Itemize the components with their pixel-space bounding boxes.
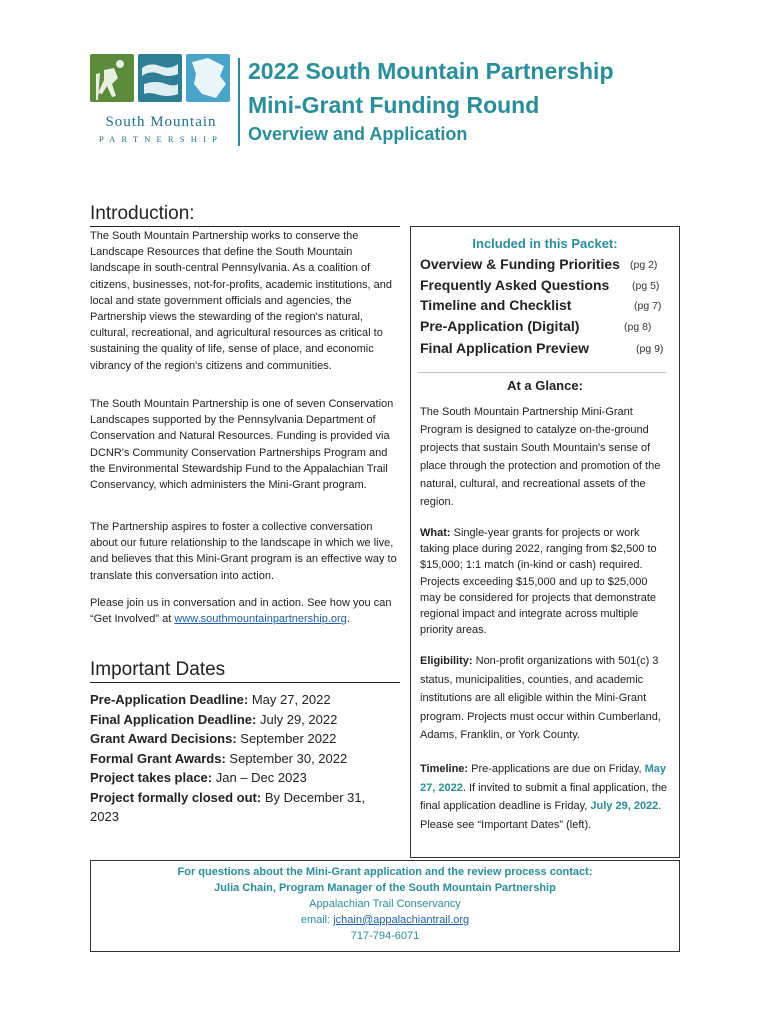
packet-item-label: Frequently Asked Questions — [420, 277, 610, 293]
date-label: Pre-Application Deadline: — [90, 692, 249, 707]
packet-item-pre-application — [420, 318, 670, 336]
packet-item-page: (pg 2) — [630, 259, 658, 271]
date-item — [90, 729, 390, 749]
glance-heading: At a Glance: — [507, 378, 583, 393]
important-dates-heading: Important Dates — [90, 659, 400, 683]
date-value: Jan – Dec 2023 — [212, 770, 307, 785]
glance-eligibility — [420, 652, 670, 745]
packet-item-overview — [420, 256, 670, 274]
packet-item-faq — [420, 277, 670, 295]
timeline-label: Timeline: — [420, 763, 469, 775]
glance-divider — [418, 372, 666, 373]
page-subtitle: Overview and Application — [248, 124, 468, 144]
logo-subtitle: PARTNERSHIP — [98, 134, 224, 144]
join-end: . — [346, 613, 350, 626]
packet-heading: Included in this Packet: — [472, 236, 618, 251]
date-label: Project formally closed out: — [90, 789, 262, 805]
partnership-logo — [88, 54, 234, 146]
glance-intro: The South Mountain Partnership Mini-Grant Program is designed to catalyze on-the-ground projects that sustain South Mountain's sense of place through the protection and promotion of the natural, cultural, and recreational assets of the region. — [420, 406, 661, 508]
introduction-heading: Introduction: — [90, 203, 400, 227]
packet-item-page: (pg 7) — [634, 300, 662, 312]
contact-person: Julia Chain, Program Manager of the South Mountain Partnership — [214, 882, 556, 894]
date-item — [90, 710, 390, 730]
logo-tiles-icon — [90, 54, 230, 104]
date-value: By December 31, 2023 — [90, 789, 366, 824]
date-item — [90, 749, 390, 769]
website-link[interactable]: www.southmountainpartnership.org — [174, 613, 347, 626]
contact-phone: 717-794-6071 — [350, 930, 420, 942]
date-value: July 29, 2022 — [256, 711, 338, 727]
timeline-date-1: May 27, 2022 — [420, 763, 666, 794]
date-item — [90, 788, 390, 827]
logo-name: South Mountain — [105, 114, 217, 130]
date-value: September 30, 2022 — [225, 750, 348, 766]
date-value: September 2022 — [236, 731, 337, 746]
intro-paragraph-4 — [90, 595, 400, 627]
eligibility-label: Eligibility: — [420, 655, 473, 667]
intro-paragraph-1: The South Mountain Partnership works to conserve the Landscape Resources that define the South Mountain landscape in south-central Pennsylvania. As a coalition of citizens, businesses, not-for-profits, academic institutions, and local and state government officials and agencies, the Partnership views the stewarding of the region's natural, cultural, recreational, and agricultural resources as critical to sustaining the quality of life, sense of place, and economic vibrancy of the region's citizens and communities. — [90, 230, 393, 372]
header-divider — [238, 58, 240, 146]
glance-timeline — [420, 760, 670, 834]
packet-item-timeline — [420, 297, 670, 315]
timeline-text-3: . Please see “Important Dates” (left). — [420, 800, 662, 831]
packet-item-label: Final Application Preview — [420, 340, 590, 356]
page-title-line-2: Mini-Grant Funding Round — [248, 92, 540, 118]
intro-paragraph-3: The Partnership aspires to foster a collective conversation about our future relationship to the landscape in which we live, and believes that this Mini-Grant program is an effective way to translate this conversation into action. — [90, 521, 397, 582]
contact-organization: Appalachian Trail Conservancy — [309, 898, 461, 910]
packet-item-page: (pg 5) — [632, 280, 660, 292]
timeline-text-1: Pre-applications are due on Friday, — [468, 763, 645, 775]
packet-item-label: Pre-Application (Digital) — [420, 318, 580, 334]
date-label: Grant Award Decisions: — [90, 731, 237, 746]
intro-paragraph-2: The South Mountain Partnership is one of seven Conservation Landscapes supported by the Pennsylvania Department of Conservation and Natural Resources. Funding is provided via DCNR's Community Conservation Partnerships Program and the Environmental Stewardship Fund to the Appalachian Trail Conservancy, which administers the Mini-Grant program. — [90, 398, 394, 492]
join-text: Please join us in conversation and in action. See how you can “Get Involved” at — [90, 597, 392, 626]
packet-item-label: Overview & Funding Priorities — [420, 256, 620, 272]
date-item — [90, 768, 390, 788]
email-link[interactable]: jchain@appalachiantrail.org — [333, 914, 470, 926]
date-label: Final Application Deadline: — [90, 711, 257, 727]
contact-email-line — [90, 914, 680, 926]
packet-item-final-application — [420, 340, 670, 358]
contact-intro: For questions about the Mini-Grant application and the review process contact: — [177, 866, 593, 878]
what-label: What: — [420, 527, 451, 539]
glance-what — [420, 525, 670, 638]
important-dates-list — [90, 690, 390, 827]
packet-item-page: (pg 9) — [636, 343, 664, 355]
date-label: Project takes place: — [90, 770, 213, 785]
what-text: Single-year grants for projects or work taking place during 2022, ranging from $2,500 to $15,000; 1:1 match (in-kind or cash) required. Projects exceeding $15,000 and up to $25,000 may be considered for projects that demonstrate regional impact and integrate across multiple priority areas. — [420, 527, 657, 637]
eligibility-text: Non-profit organizations with 501(c) 3 status, municipalities, counties, and academic institutions are all eligible within the Mini-Grant program. Projects must occur within Cumberland, Adams, Franklin, or York County. — [420, 655, 661, 741]
date-item — [90, 690, 390, 710]
page-title-line-1: 2022 South Mountain Partnership — [248, 58, 614, 84]
timeline-date-2: July 29, 2022 — [590, 800, 659, 812]
packet-item-label: Timeline and Checklist — [420, 297, 572, 313]
date-label: Formal Grant Awards: — [90, 750, 226, 766]
packet-item-page: (pg 8) — [624, 321, 652, 333]
date-value: May 27, 2022 — [248, 692, 331, 707]
timeline-text-2: . If invited to submit a final application, the final application deadline is Friday, — [420, 781, 668, 812]
email-prefix: email: — [300, 914, 334, 926]
